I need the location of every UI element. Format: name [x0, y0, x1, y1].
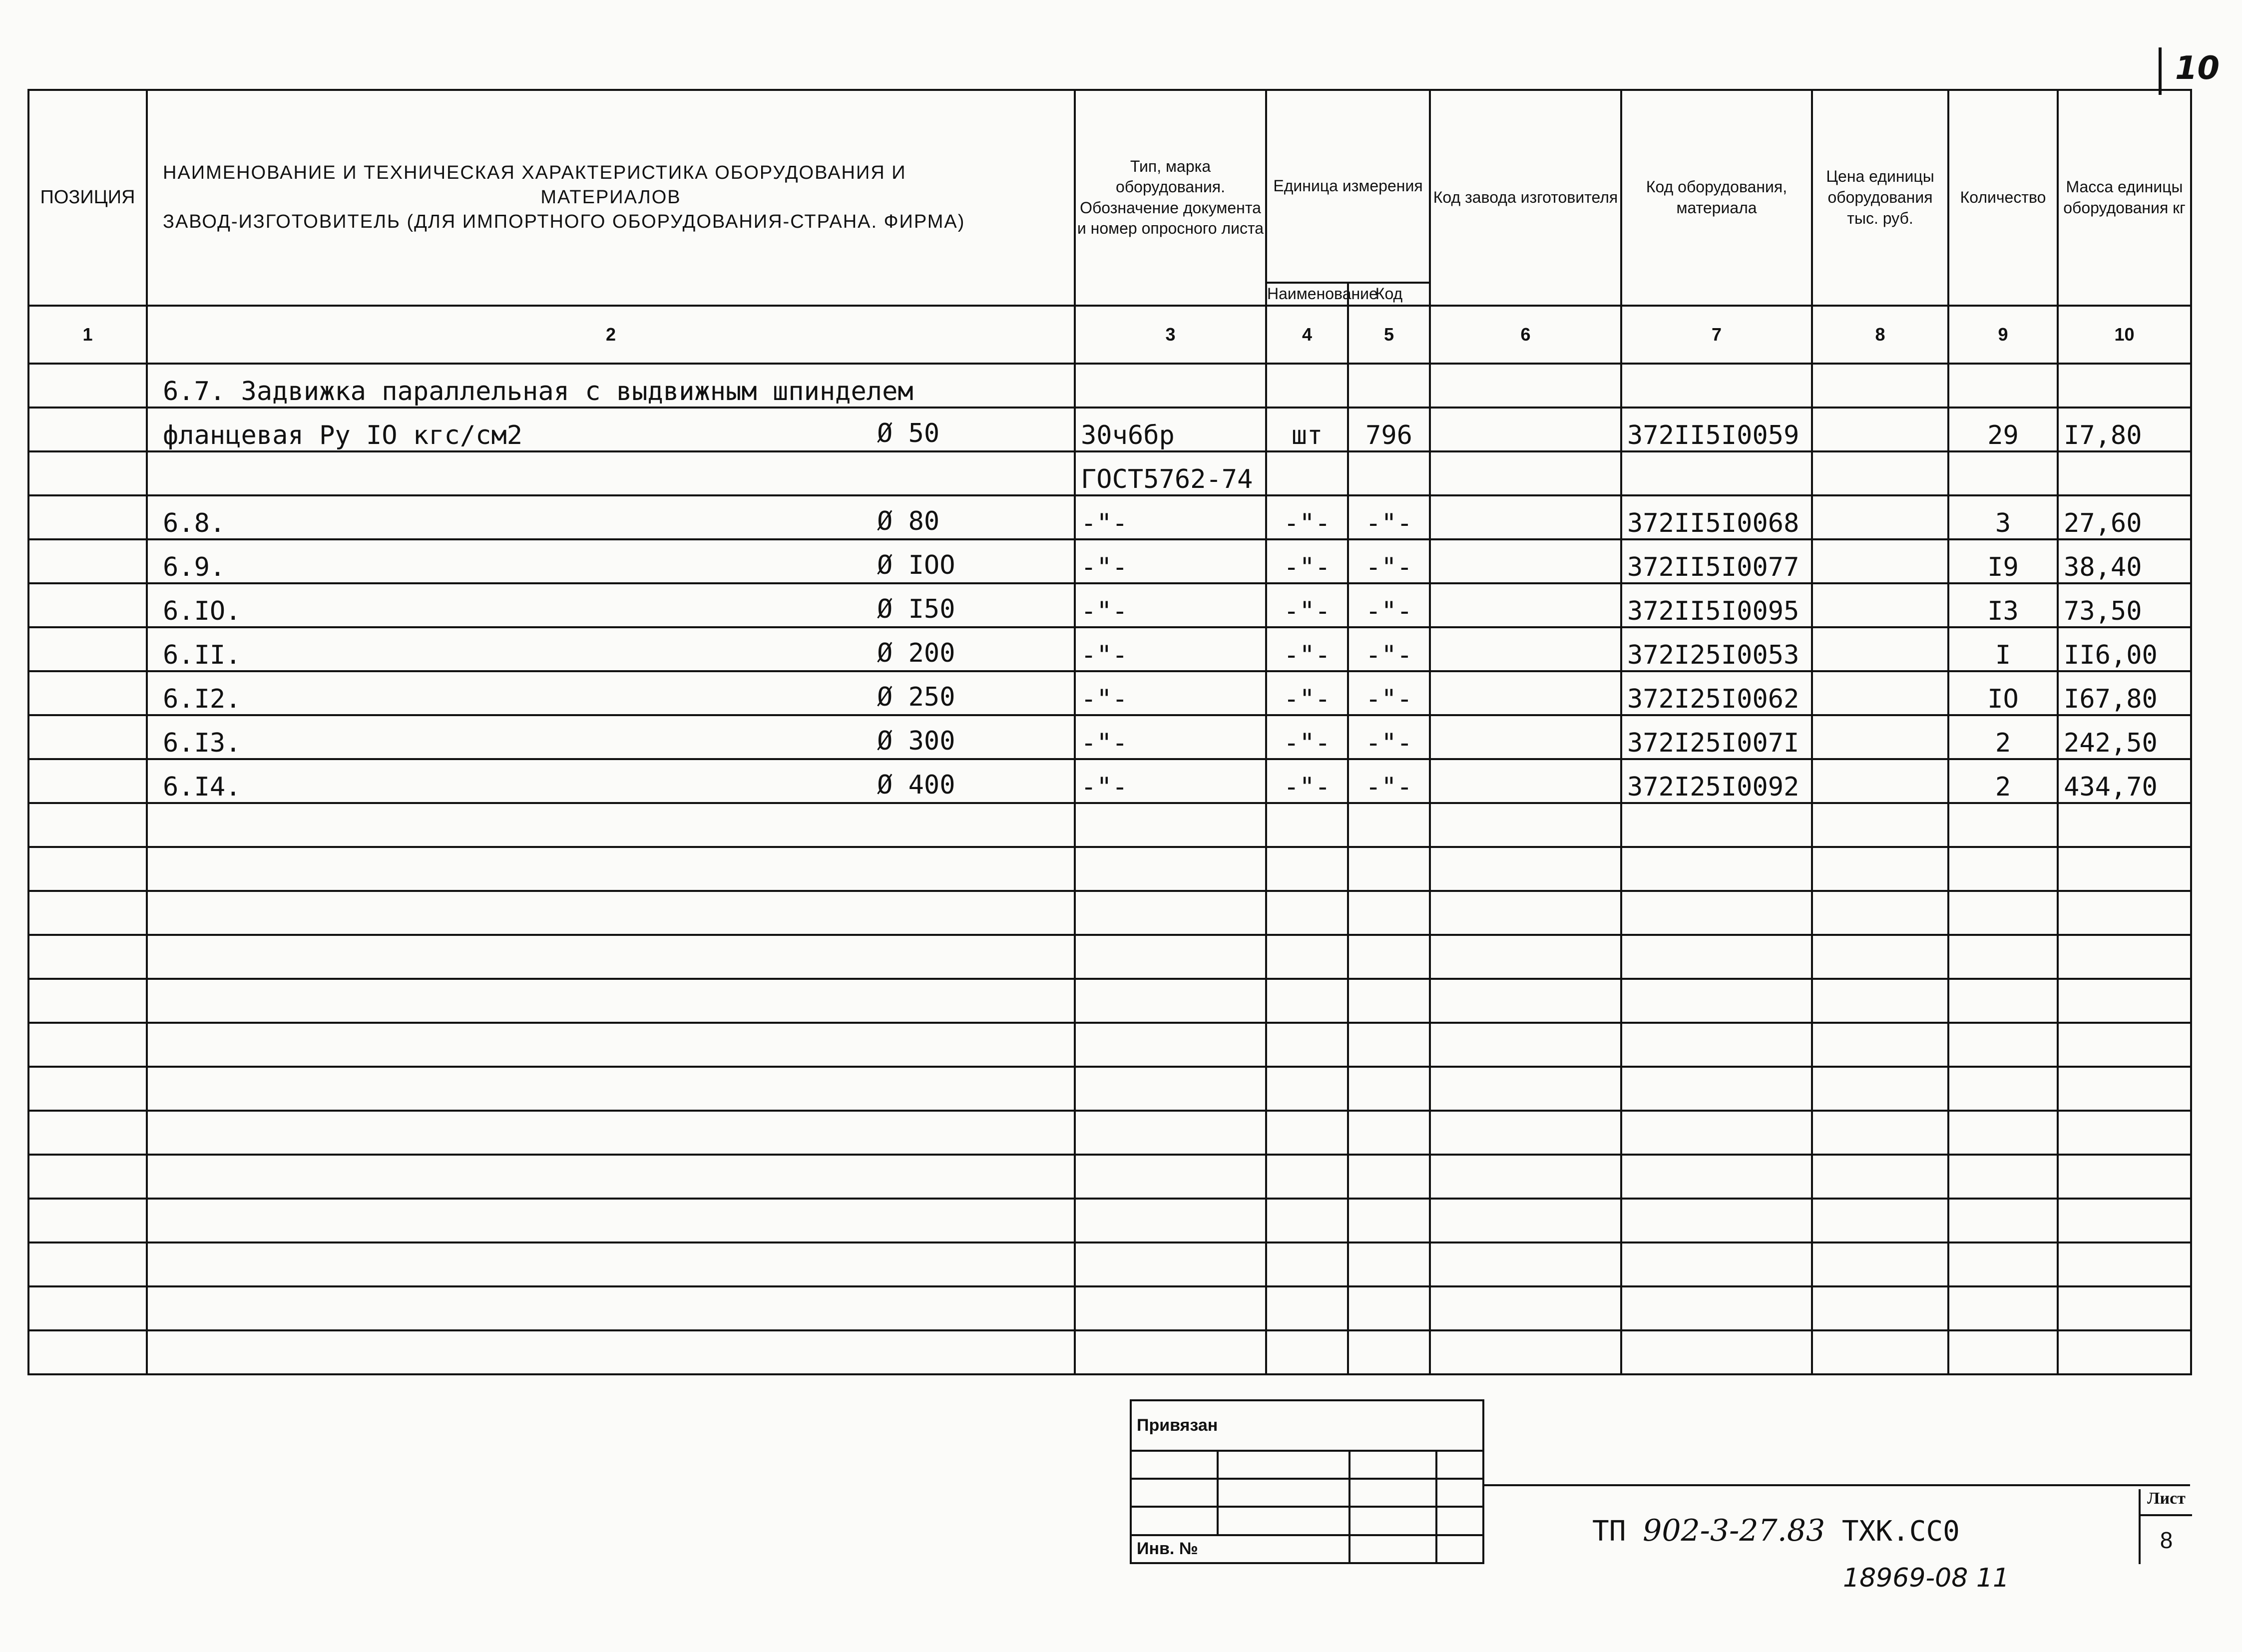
cell-unit: -"- [1266, 671, 1348, 715]
cell-name [147, 627, 1075, 671]
cell-name [147, 715, 1075, 759]
cell-quantity [1948, 364, 2058, 408]
cell-position [28, 759, 147, 803]
cell-maker-code [1430, 759, 1621, 803]
empty-row [28, 1067, 2191, 1111]
item-name: 6.I2. [163, 684, 241, 714]
header-unit-code: Код [1348, 283, 1430, 306]
cell-price [1812, 451, 1948, 495]
cell-equipment-code [1621, 364, 1812, 408]
column-number: 9 [1948, 306, 2058, 364]
cell-unit: -"- [1266, 583, 1348, 627]
cell-unit-code: -"- [1348, 495, 1430, 539]
cell-name [147, 451, 1075, 495]
item-name: 6.7. Задвижка параллельная с выдвижным шпинделем [163, 376, 913, 407]
cell-quantity: I3 [1948, 583, 2058, 627]
cell-mass [2058, 364, 2191, 408]
item-diameter: Ø 250 [877, 682, 955, 712]
cell-name [147, 364, 1075, 408]
cell-unit: -"- [1266, 539, 1348, 583]
empty-row [28, 1286, 2191, 1330]
sheet-number: 10 [2175, 50, 2220, 87]
sheet-value: 8 [2160, 1527, 2173, 1553]
cell-type: -"- [1075, 715, 1266, 759]
header-mass: Масса единицы оборудования кг [2058, 90, 2191, 306]
cell-unit-code: -"- [1348, 671, 1430, 715]
cell-maker-code [1430, 715, 1621, 759]
cell-unit: -"- [1266, 627, 1348, 671]
item-name: 6.II. [163, 640, 241, 670]
cell-type: -"- [1075, 671, 1266, 715]
cell-position [28, 671, 147, 715]
column-number: 7 [1621, 306, 1812, 364]
header-maker-code: Код завода изготовителя [1430, 90, 1621, 306]
cell-maker-code [1430, 583, 1621, 627]
column-number-row [28, 306, 2191, 364]
cell-unit-code: -"- [1348, 715, 1430, 759]
header-unit-group: Единица измерения [1266, 90, 1430, 283]
stamp-attached-label: Привязан [1131, 1400, 1483, 1451]
header-equipment-code: Код оборудования, материала [1621, 90, 1812, 306]
item-name: 6.I3. [163, 728, 241, 758]
cell-price [1812, 539, 1948, 583]
cell-quantity: I9 [1948, 539, 2058, 583]
header-price: Цена единицы оборудования тыс. руб. [1812, 90, 1948, 306]
header-quantity: Количество [1948, 90, 2058, 306]
column-number: 1 [28, 306, 147, 364]
header-name-line2: МАТЕРИАЛОВ [540, 187, 681, 208]
item-name: 6.IO. [163, 596, 241, 626]
table-row [28, 671, 2191, 715]
item-diameter: Ø 50 [877, 418, 940, 448]
cell-price [1812, 627, 1948, 671]
cell-mass: 242,50 [2058, 715, 2191, 759]
column-number: 10 [2058, 306, 2191, 364]
sheet-number-bar [2159, 47, 2162, 95]
item-name: 6.8. [163, 508, 226, 538]
cell-price [1812, 364, 1948, 408]
cell-type: -"- [1075, 583, 1266, 627]
doc-code-suffix: ТХК.СС0 [1841, 1515, 1960, 1548]
item-name: 6.9. [163, 552, 226, 582]
cell-equipment-code: 372I25I007I [1621, 715, 1812, 759]
sheet-label: Лист [2141, 1489, 2192, 1516]
table-row [28, 495, 2191, 539]
item-name: 6.I4. [163, 772, 241, 802]
cell-type: -"- [1075, 627, 1266, 671]
cell-maker-code [1430, 539, 1621, 583]
doc-code-number: 902-3-27.83 [1643, 1513, 1825, 1548]
header-name-line1: НАИМЕНОВАНИЕ И ТЕХНИЧЕСКАЯ ХАРАКТЕРИСТИКА ОБОРУДОВАНИЯ И [163, 162, 906, 183]
cell-type: -"- [1075, 495, 1266, 539]
column-number: 6 [1430, 306, 1621, 364]
specification-table [27, 89, 2192, 1375]
cell-price [1812, 759, 1948, 803]
cell-equipment-code: 372II5I0095 [1621, 583, 1812, 627]
cell-equipment-code: 372II5I0077 [1621, 539, 1812, 583]
cell-unit-code: -"- [1348, 759, 1430, 803]
table-row [28, 583, 2191, 627]
cell-price [1812, 408, 1948, 451]
document-code [1592, 1513, 1960, 1548]
cell-mass: II6,00 [2058, 627, 2191, 671]
table-row [28, 364, 2191, 408]
cell-type [1075, 364, 1266, 408]
empty-row [28, 1330, 2191, 1374]
cell-position [28, 451, 147, 495]
cell-position [28, 627, 147, 671]
empty-row [28, 1155, 2191, 1199]
cell-unit-code [1348, 451, 1430, 495]
item-diameter: Ø I50 [877, 594, 955, 624]
cell-mass: I7,80 [2058, 408, 2191, 451]
cell-unit-code: -"- [1348, 627, 1430, 671]
empty-row [28, 847, 2191, 891]
cell-mass: 434,70 [2058, 759, 2191, 803]
column-number: 5 [1348, 306, 1430, 364]
cell-price [1812, 671, 1948, 715]
archive-number: 18969-08 11 [1843, 1563, 2010, 1593]
column-number: 8 [1812, 306, 1948, 364]
table-row [28, 759, 2191, 803]
cell-equipment-code: 372I25I0053 [1621, 627, 1812, 671]
cell-name [147, 495, 1075, 539]
cell-quantity: 2 [1948, 759, 2058, 803]
cell-price [1812, 583, 1948, 627]
cell-equipment-code [1621, 451, 1812, 495]
cell-quantity: 3 [1948, 495, 2058, 539]
header-row [28, 90, 2191, 283]
cell-equipment-code: 372I25I0092 [1621, 759, 1812, 803]
sheet-box [2139, 1489, 2192, 1564]
cell-position [28, 495, 147, 539]
item-diameter: Ø 200 [877, 638, 955, 668]
cell-quantity [1948, 451, 2058, 495]
cell-position [28, 364, 147, 408]
cell-position [28, 539, 147, 583]
empty-row [28, 1242, 2191, 1286]
cell-unit-code: 796 [1348, 408, 1430, 451]
cell-mass [2058, 451, 2191, 495]
cell-name [147, 583, 1075, 627]
stamp-inv-label: Инв. № [1131, 1535, 1349, 1563]
table-row [28, 408, 2191, 451]
cell-type: -"- [1075, 539, 1266, 583]
header-position: ПОЗИЦИЯ [28, 90, 147, 306]
cell-maker-code [1430, 627, 1621, 671]
header-unit-name: Наименование [1266, 283, 1348, 306]
column-number: 4 [1266, 306, 1348, 364]
item-name: фланцевая Ру IO кгс/см2 [163, 420, 523, 450]
cell-type: -"- [1075, 759, 1266, 803]
cell-maker-code [1430, 671, 1621, 715]
column-number: 2 [147, 306, 1075, 364]
item-diameter: Ø 300 [877, 726, 955, 756]
cell-name [147, 539, 1075, 583]
title-block-line [1484, 1484, 2190, 1486]
cell-quantity: IO [1948, 671, 2058, 715]
cell-unit-code: -"- [1348, 583, 1430, 627]
item-diameter: Ø 400 [877, 770, 955, 800]
cell-unit: шт [1266, 408, 1348, 451]
table-row [28, 539, 2191, 583]
cell-mass: I67,80 [2058, 671, 2191, 715]
cell-equipment-code: 372II5I0068 [1621, 495, 1812, 539]
empty-row [28, 803, 2191, 847]
cell-maker-code [1430, 451, 1621, 495]
cell-unit: -"- [1266, 495, 1348, 539]
empty-row [28, 891, 2191, 935]
cell-unit: -"- [1266, 759, 1348, 803]
doc-code-prefix: ТП [1592, 1515, 1626, 1548]
cell-maker-code [1430, 364, 1621, 408]
header-name-line3: ЗАВОД-ИЗГОТОВИТЕЛЬ (ДЛЯ ИМПОРТНОГО ОБОРУДОВАНИЯ-СТРАНА. ФИРМА) [163, 211, 965, 233]
cell-mass: 27,60 [2058, 495, 2191, 539]
cell-price [1812, 495, 1948, 539]
empty-row [28, 935, 2191, 979]
cell-name [147, 408, 1075, 451]
empty-row [28, 1111, 2191, 1155]
cell-unit [1266, 451, 1348, 495]
cell-quantity: I [1948, 627, 2058, 671]
cell-name [147, 759, 1075, 803]
cell-price [1812, 715, 1948, 759]
cell-mass: 73,50 [2058, 583, 2191, 627]
cell-mass: 38,40 [2058, 539, 2191, 583]
empty-row [28, 1023, 2191, 1067]
item-diameter: Ø 80 [877, 506, 940, 536]
empty-row [28, 979, 2191, 1023]
cell-unit-code: -"- [1348, 539, 1430, 583]
table-row [28, 715, 2191, 759]
cell-equipment-code: 372II5I0059 [1621, 408, 1812, 451]
cell-position [28, 715, 147, 759]
cell-unit [1266, 364, 1348, 408]
cell-equipment-code: 372I25I0062 [1621, 671, 1812, 715]
empty-row [28, 1199, 2191, 1242]
table-row [28, 451, 2191, 495]
cell-position [28, 583, 147, 627]
cell-quantity: 2 [1948, 715, 2058, 759]
column-number: 3 [1075, 306, 1266, 364]
cell-position [28, 408, 147, 451]
cell-unit: -"- [1266, 715, 1348, 759]
cell-unit-code [1348, 364, 1430, 408]
approval-stamp [1130, 1399, 1484, 1564]
header-name [147, 90, 1075, 306]
cell-name [147, 671, 1075, 715]
header-type: Тип, марка оборудования. Обозначение документа и номер опросного листа [1075, 90, 1266, 306]
cell-quantity: 29 [1948, 408, 2058, 451]
cell-type: ГОСТ5762-74 [1075, 451, 1266, 495]
cell-type: 30ч6бр [1075, 408, 1266, 451]
cell-maker-code [1430, 495, 1621, 539]
cell-maker-code [1430, 408, 1621, 451]
item-diameter: Ø IOO [877, 550, 955, 580]
table-row [28, 627, 2191, 671]
